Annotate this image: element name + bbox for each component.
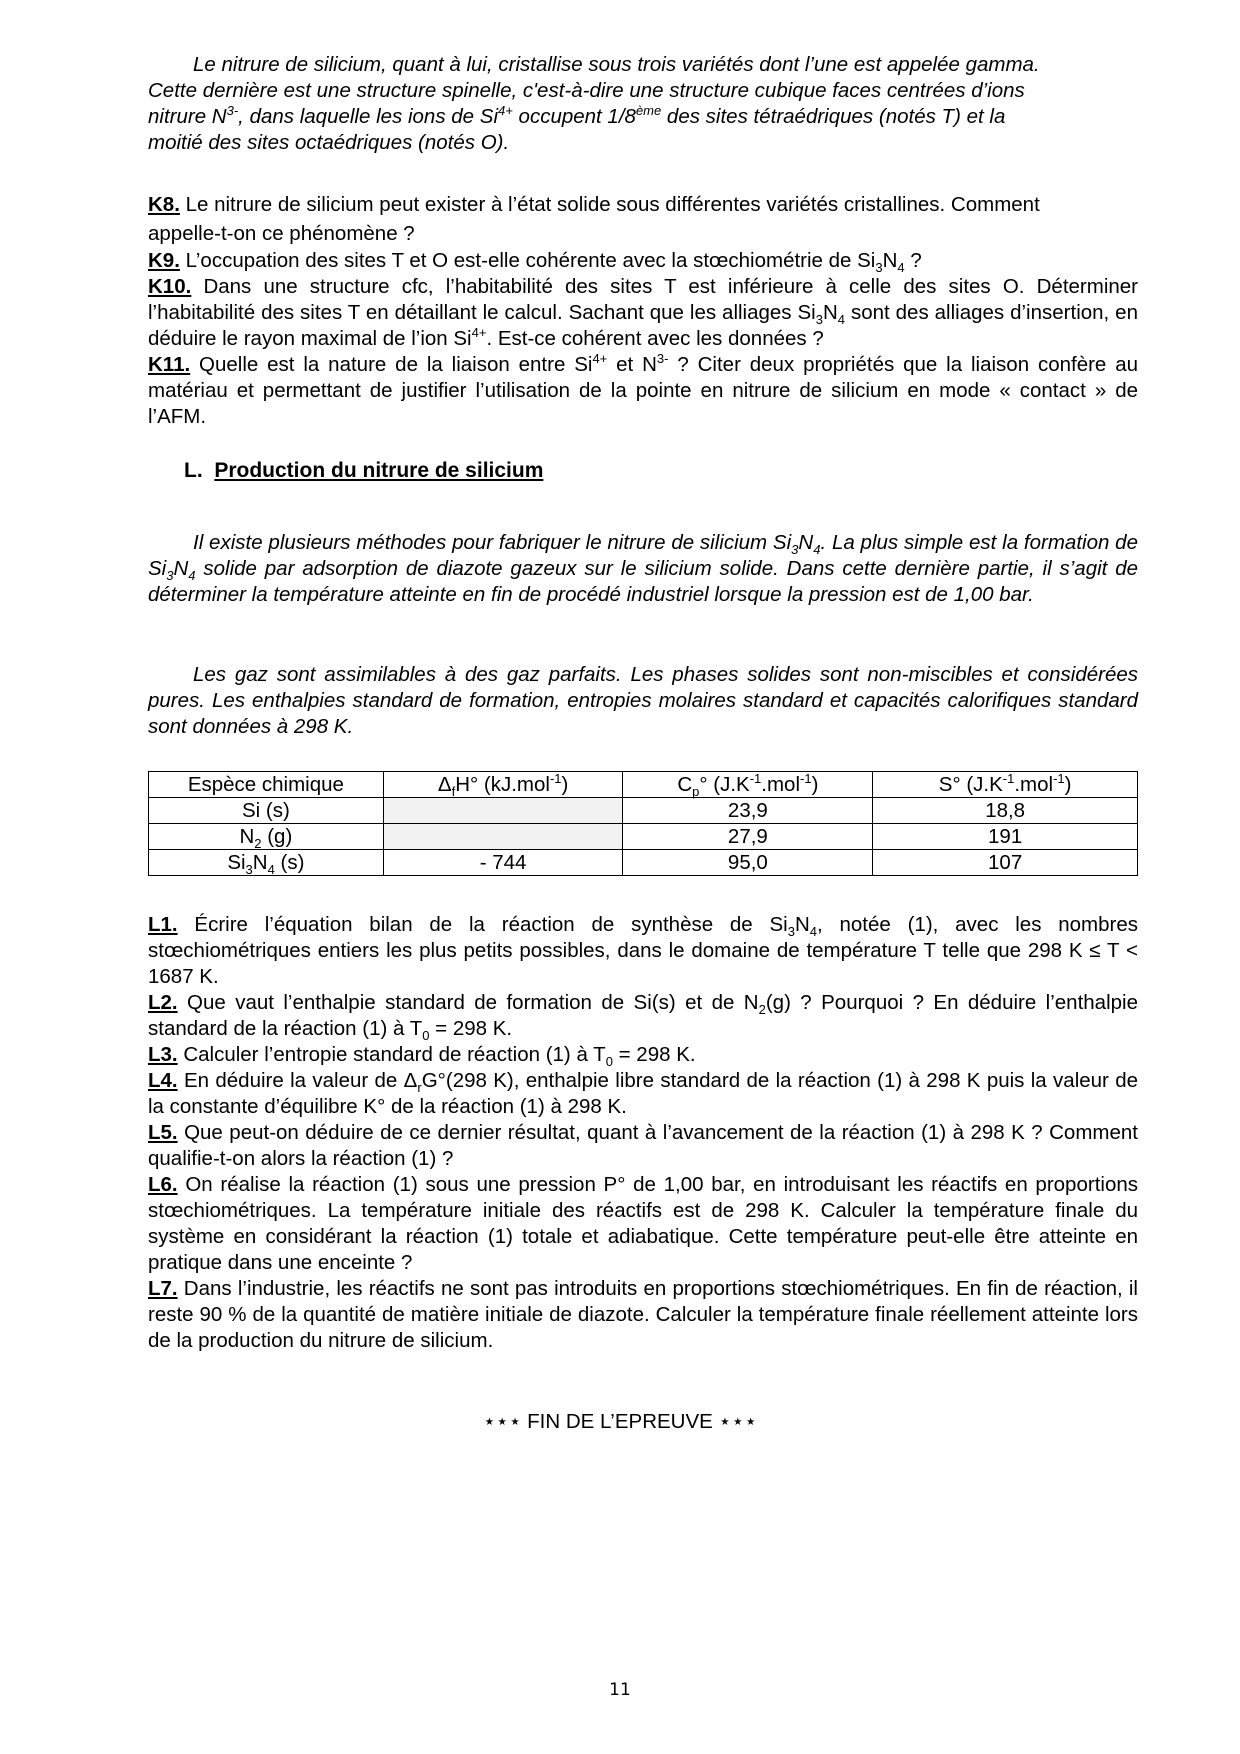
section-heading-l: [184, 459, 543, 483]
question-l2: L2. Que vaut l’enthalpie standard de formation de Si(s) et de $N_2(g)$ ? Pourquoi ? En déduire l’enthalpie standard de la réaction (1) à $T_0 = 298$ K.: [148, 991, 1138, 1044]
cell-species: Si (s): [149, 798, 384, 824]
question-l4: L4. En déduire la valeur de $\Delta_rG^\circ(298$ K), enthalpie libre standard de la réaction (1) à 298 K puis la valeur de la constante d’équilibre K° de la réaction (1) à 298 K.: [148, 1069, 1139, 1118]
k-questions: [148, 190, 1138, 430]
question-k8: K8. Le nitrure de silicium peut exister à l’état solide sous différentes variétés cristallines. Comment: [148, 193, 1040, 216]
l-questions: [148, 912, 1138, 1354]
thermo-data-table: [148, 771, 1138, 876]
cell-dfh: [383, 798, 623, 824]
table-header-row: [149, 772, 1138, 798]
header-species: Espèce chimique: [149, 772, 384, 798]
question-l1: L1. Écrire l’équation bilan de la réaction de synthèse de $Si_3N_4$, notée (1), avec les nombres stœchiométriques entiers les plus petits possibles, dans le domaine de température T telle que 298 K ≤ T < 1687 K.: [148, 913, 1138, 988]
intro-line: nitrure $N^{3-}$, dans laquelle les ions de $Si^{4+}$ occupent 1/8ème des sites tétraédriques (notés T) et la: [148, 103, 1006, 128]
question-l7: L7. Dans l’industrie, les réactifs ne sont pas introduits en proportions stœchiométriques. En fin de réaction, il reste 90 % de la quantité de matière initiale de diazote. Calculer la température finale réellement atteinte lors de la production du nitrure de silicium.: [148, 1277, 1138, 1352]
cell-species: $Si_3N_4$ (s): [149, 850, 384, 876]
gas-paragraph: Les gaz sont assimilables à des gaz parfaits. Les phases solides sont non-miscibles et considérées pures. Les enthalpies standard de formation, entropies molaires standard et capacités calorifiques standard sont données à 298 K.: [148, 663, 1138, 738]
intro-line: Le nitrure de silicium, quant à lui, cristallise sous trois variétés dont l’une est appelée gamma.: [193, 53, 1040, 76]
production-intro: [148, 530, 1138, 608]
header-entropy: S° $(J.K^{-1}.mol^{-1})$: [873, 772, 1138, 798]
end-of-exam-marker: ⋆⋆⋆ FIN DE L’EPREUVE ⋆⋆⋆: [482, 1410, 758, 1433]
table-row: [149, 850, 1138, 876]
question-k8-cont: appelle-t-on ce phénomène ?: [148, 222, 415, 245]
cell-cp: 27,9: [623, 824, 873, 850]
question-k9: K9. L’occupation des sites T et O est-elle cohérente avec la stœchiométrie de $Si_3N_4$ ?: [148, 249, 922, 276]
question-k11: K11. Quelle est la nature de la liaison entre $Si^{4+}$ et $N^{3-}$ ? Citer deux propriétés que la liaison confère au matériau et permettant de justifier l’utilisation de la pointe en nitrure de silicium en mode « contact » de l’AFM.: [148, 351, 1138, 428]
cell-species: $N_2$ (g): [149, 824, 384, 850]
table-row: [149, 824, 1138, 850]
question-l6: L6. On réalise la réaction (1) sous une pression P° de 1,00 bar, en introduisant les réactifs en proportions stœchiométriques. La température initiale des réactifs est de 298 K. Calculer la température finale du système en considérant la réaction (1) totale et adiabatique. Cette température peut-elle être atteinte en pratique dans une enceinte ?: [148, 1173, 1138, 1274]
cell-cp: 23,9: [623, 798, 873, 824]
header-dfh: $\Delta_fH^\circ$ (kJ.mol$^{-1}$): [383, 772, 623, 798]
page-number: 11: [609, 1680, 631, 1700]
intro-paragraph: [148, 52, 1138, 156]
question-k10: K10. Dans une structure cfc, l’habitabilité des sites T est inférieure à celle des sites O. Déterminer l’habitabilité des sites T en détaillant le calcul. Sachant que les alliages $Si_3N_4$ sont des alliages d’insertion, en déduire le rayon maximal de l’ion $Si^{4+}$. Est-ce cohérent avec les données ?: [148, 275, 1138, 350]
cell-dfh: [383, 824, 623, 850]
question-l5: L5. Que peut-on déduire de ce dernier résultat, quant à l’avancement de la réaction (1) à 298 K ? Comment qualifie-t-on alors la réaction (1) ?: [148, 1121, 1138, 1170]
table-row: [149, 798, 1138, 824]
gas-intro: [148, 662, 1138, 740]
cell-dfh: - 744: [383, 850, 623, 876]
section-letter: L.: [184, 459, 203, 482]
section-title: Production du nitrure de silicium: [214, 459, 544, 482]
cell-entropy: 107: [873, 850, 1138, 876]
intro-line: moitié des sites octaédriques (notés O).: [148, 131, 510, 154]
question-l3: L3. Calculer l’entropie standard de réaction (1) à $T_0 = 298$ K.: [148, 1043, 696, 1070]
cell-cp: 95,0: [623, 850, 873, 876]
header-cp: $C_p^\circ$ $(J.K^{-1}.mol^{-1})$: [623, 772, 873, 798]
cell-entropy: 18,8: [873, 798, 1138, 824]
production-paragraph: Il existe plusieurs méthodes pour fabriquer le nitrure de silicium $Si_3N_4$. La plus simple est la formation de $Si_3N_4$ solide par adsorption de diazote gazeux sur le silicium solide. Dans cette dernière partie, il s’agit de déterminer la température atteinte en fin de procédé industriel lorsque la pression est de 1,00 bar.: [148, 531, 1138, 606]
intro-line: Cette dernière est une structure spinelle, c'est-à-dire une structure cubique faces centrées d’ions: [148, 79, 1025, 102]
cell-entropy: 191: [873, 824, 1138, 850]
